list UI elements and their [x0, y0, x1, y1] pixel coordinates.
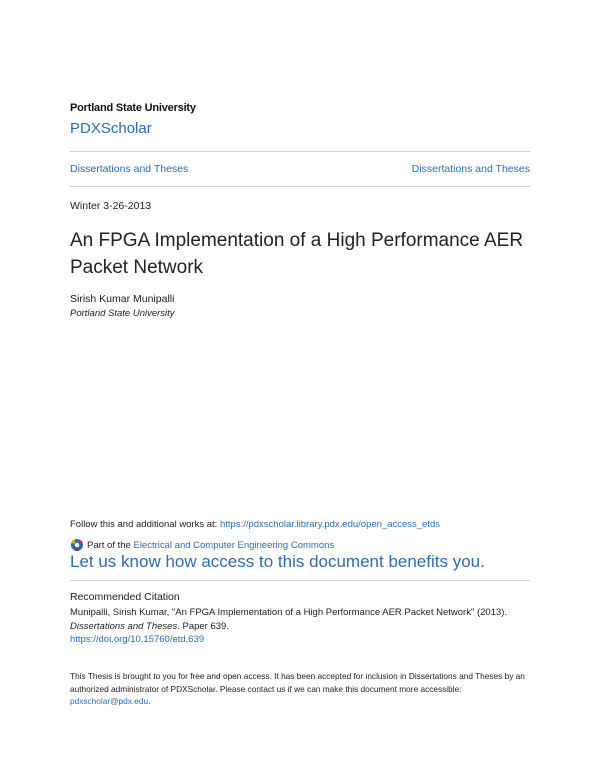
access-notice — [70, 670, 535, 708]
citation-series: Dissertations and Theses — [70, 620, 178, 632]
network-icon — [70, 538, 84, 552]
citation-divider — [70, 580, 530, 581]
access-notice-end: . — [148, 696, 151, 706]
repository-link[interactable]: PDXScholar — [70, 120, 152, 137]
collection-link-right[interactable]: Dissertations and Theses — [411, 163, 530, 175]
citation-series-line — [70, 620, 540, 634]
document-title: An FPGA Implementation of a High Performance AER Packet Network — [70, 230, 524, 278]
feedback-link[interactable]: Let us know how access to this document benefits you. — [70, 552, 485, 571]
part-of-line — [70, 538, 334, 552]
citation-text: Munipalli, Sirish Kumar, "An FPGA Implementation of a High Performance AER Packet Network" (2013). — [70, 607, 508, 618]
commons-link[interactable]: Electrical and Computer Engineering Commons — [133, 539, 335, 551]
follow-prefix: Follow this and additional works at: — [70, 519, 218, 530]
institution-name: Portland State University — [70, 102, 196, 114]
contact-email-link[interactable]: pdxscholar@pdx.edu — [70, 696, 149, 706]
nav-divider — [70, 186, 530, 187]
author-name: Sirish Kumar Munipalli — [70, 293, 175, 305]
collection-link-left[interactable]: Dissertations and Theses — [70, 163, 189, 175]
citation-heading: Recommended Citation — [70, 591, 180, 603]
citation-block — [70, 606, 540, 647]
open-access-url-link[interactable]: https://pdxscholar.library.pdx.edu/open_access_etds — [219, 519, 441, 530]
citation-paper: . Paper 639. — [177, 620, 229, 632]
doi-link[interactable]: https://doi.org/10.15760/etd.639 — [70, 634, 205, 645]
top-divider — [70, 151, 530, 152]
access-notice-text: This Thesis is brought to you for free and open access. It has been accepted for inclusion in Dissertations and Theses by an authorized administrator of PDXScholar. Please contact us if we can make this document more accessible: — [70, 671, 525, 694]
author-affiliation: Portland State University — [70, 308, 175, 319]
follow-line — [70, 519, 440, 530]
publication-date: Winter 3-26-2013 — [70, 200, 152, 212]
part-of-prefix: Part of the — [87, 539, 131, 551]
